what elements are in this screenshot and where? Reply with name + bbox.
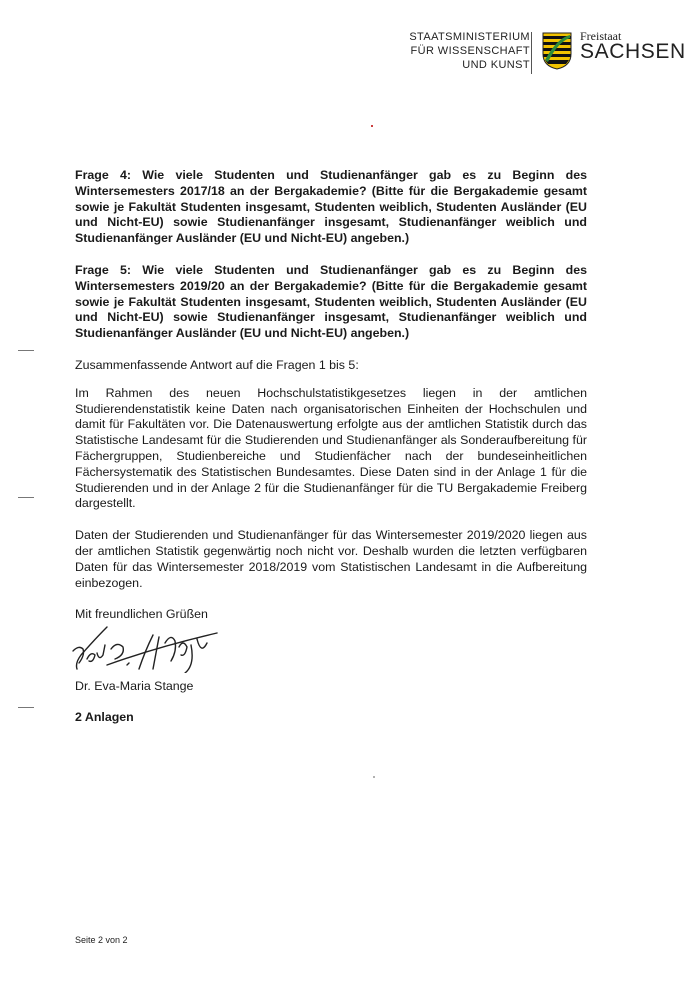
signature-icon (67, 625, 247, 673)
answer-heading: Zusammenfassende Antwort auf die Fragen 1 bis 5: (75, 357, 359, 372)
signer-name: Dr. Eva-Maria Stange (75, 679, 194, 694)
ministry-name (409, 30, 530, 72)
question-4: Frage 4: Wie viele Studenten und Studienanfänger gab es zu Beginn des Wintersemesters 2017/18 an der Bergakademie? (Bitte für die Bergakademie gesamt sowie je Fakultät Studenten insgesamt, Studenten weiblich, Studenten Ausländer (EU und Nicht-EU) sowie Studienanfänger insgesamt, Studienanfänger weiblich und Studienanfänger Ausländer (EU und Nicht-EU) angeben.) (75, 168, 587, 246)
attachments-note: 2 Anlagen (75, 709, 134, 724)
state-name: SACHSEN (580, 40, 686, 63)
fold-mark (18, 497, 34, 498)
page-number: Seite 2 von 2 (75, 935, 128, 945)
letter-body (75, 168, 587, 726)
saxony-coat-of-arms-icon (542, 32, 572, 70)
freistaat-label: Freistaat (580, 29, 622, 43)
ministry-line-3: UND KUNST (462, 59, 530, 71)
question-5: Frage 5: Wie viele Studenten und Studienanfänger gab es zu Beginn des Wintersemesters 2019/20 an der Bergakademie? (Bitte für die Bergakademie gesamt sowie je Fakultät Studenten insgesamt, Studenten weiblich, Studenten Ausländer (EU und Nicht-EU) sowie Studienanfänger insgesamt, Studienanfänger weiblich und Studienanfänger Ausländer (EU und Nicht-EU) angeben.) (75, 262, 587, 341)
scan-speck (373, 776, 375, 778)
fold-mark (18, 707, 34, 708)
fold-mark (18, 350, 34, 351)
header-divider (531, 32, 532, 74)
answer-paragraph-1: Im Rahmen des neuen Hochschulstatistikgesetzes liegen in der amtlichen Studierendenstatistik keine Daten nach organisatorischen Einheiten der Hochschulen und damit für Fakultäten vor. Die Datenauswertung erfolgte aus der amtlichen Statistik durch das Statistische Landesamt für die Studierenden und Studienanfänger als Sonderaufbereitung für Fächergruppen, Studienbereiche und Studienfächer nach der bundeseinheitlichen Fächersystematik des Statistischen Bundesamtes. Diese Daten sind in der Anlage 1 für die Studierenden und in der Anlage 2 für die Studienanfänger für die TU Bergakademie Freiberg dargestellt. (75, 385, 587, 511)
closing-salutation: Mit freundlichen Grüßen (75, 607, 208, 622)
ministry-line-2: FÜR WISSENSCHAFT (410, 45, 530, 57)
answer-paragraph-2: Daten der Studierenden und Studienanfänger für das Wintersemester 2019/2020 liegen aus der amtlichen Statistik gegenwärtig noch nicht vor. Deshalb wurden die letzten verfügbaren Daten für das Wintersemester 2018/2019 vom Statistischen Landesamt in die Aufbereitung einbezogen. (75, 528, 587, 590)
ministry-line-1: STAATSMINISTERIUM (409, 31, 530, 43)
scan-speck (371, 125, 373, 127)
